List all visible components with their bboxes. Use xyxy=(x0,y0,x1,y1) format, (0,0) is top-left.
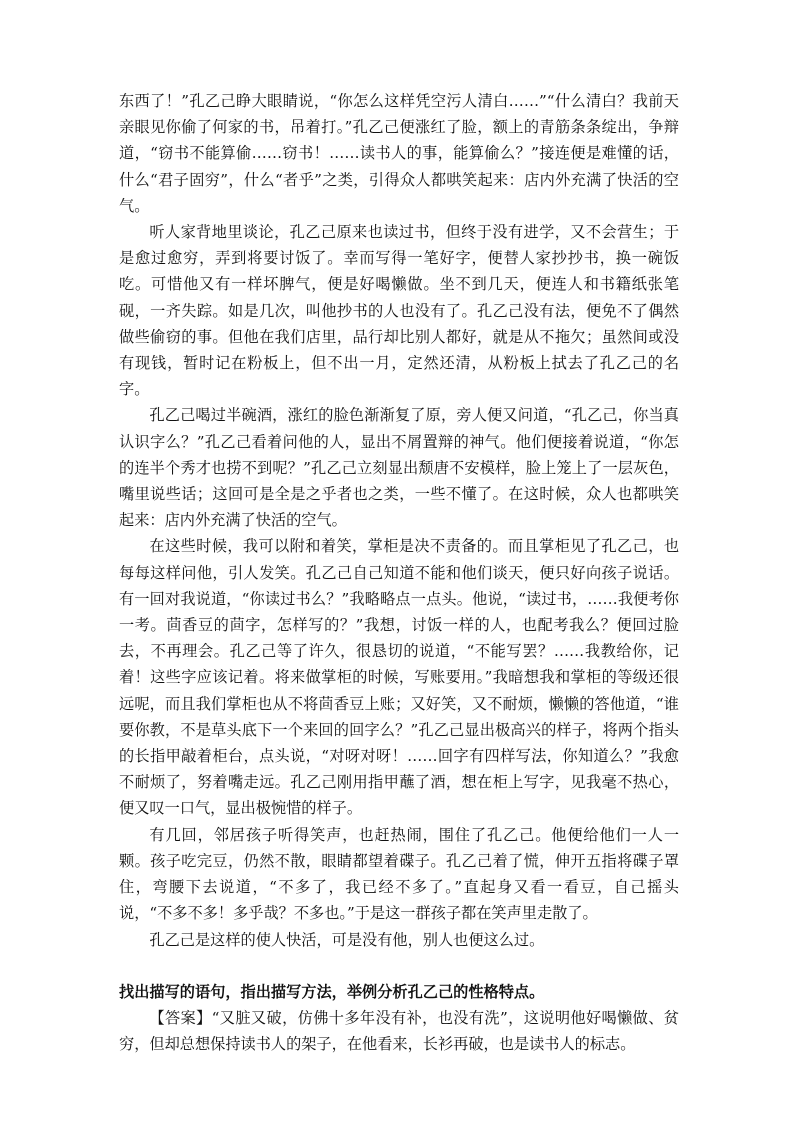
paragraph-2: 听人家背地里谈论，孔乙己原来也读过书，但终于没有进学，又不会营生；于是愈过愈穷，弄到将要讨饭了。幸而写得一笔好字，便替人家抄抄书，换一碗饭吃。可惜他又有一样坏脾气，便是好喝懒做。坐不到几天，便连人和书籍纸张笔砚，一齐失踪。如是几次，叫他抄书的人也没有了。孔乙己没有法，便免不了偶然做些偷窃的事。但他在我们店里，品行却比别人都好，就是从不拖欠；虽然间或没有现钱，暂时记在粉板上，但不出一月，定然还清，从粉板上拭去了孔乙己的名字。 xyxy=(119,223,679,399)
document-page xyxy=(119,88,679,1057)
paragraph-1: 东西了！”孔乙己睁大眼睛说，“你怎么这样凭空污人清白……”“什么清白？我前天亲眼见你偷了何家的书，吊着打。”孔乙己便涨红了脸，额上的青筋条条绽出，争辩道，“窃书不能算偷……窃书！……读书人的事，能算偷么？”接连便是难懂的话，什么“君子固穷”，什么“者乎”之类，引得众人都哄笑起来：店内外充满了快活的空气。 xyxy=(119,92,679,215)
section-spacer xyxy=(119,953,679,979)
answer-paragraph: 【答案】“又脏又破，仿佛十多年没有补，也没有洗”，这说明他好喝懒做、贫穷，但却总想保持读书人的架子，在他看来，长衫再破，也是读书人的标志。 xyxy=(119,1008,679,1054)
paragraph-4: 在这些时候，我可以附和着笑，掌柜是决不责备的。而且掌柜见了孔乙己，也每每这样问他，引人发笑。孔乙己自己知道不能和他们谈天，便只好向孩子说话。有一回对我说道，“你读过书么？”我略略点一点头。他说，“读过书，……我便考你一考。茴香豆的茴字，怎样写的？”我想，讨饭一样的人，也配考我么？便回过脸去，不再理会。孔乙己等了许久，很恳切的说道，“不能写罢？……我教给你，记着！这些字应该记着。将来做掌柜的时候，写账要用。”我暗想我和掌柜的等级还很远呢，而且我们掌柜也从不将茴香豆上账；又好笑，又不耐烦，懒懒的答他道，“谁要你教，不是草头底下一个来回的回字么？”孔乙己显出极高兴的样子，将两个指头的长指甲敲着柜台，点头说，“对呀对呀！……回字有四样写法，你知道么？”我愈不耐烦了，努着嘴走远。孔乙己刚用指甲蘸了酒，想在柜上写字，见我毫不热心，便又叹一口气，显出极惋惜的样子。 xyxy=(119,537,679,818)
paragraph-3: 孔乙己喝过半碗酒，涨红的脸色渐渐复了原，旁人便又问道，“孔乙己，你当真认识字么？”孔乙己看着问他的人，显出不屑置辩的神气。他们便接着说道，“你怎的连半个秀才也捞不到呢？”孔乙己立刻显出颓唐不安模样，脸上笼上了一层灰色，嘴里说些话；这回可是全是之乎者也之类，一些不懂了。在这时候，众人也都哄笑起来：店内外充满了快活的空气。 xyxy=(119,406,679,530)
paragraph-6: 孔乙己是这样的使人快活，可是没有他，别人也便这么过。 xyxy=(149,930,545,949)
question-heading: 找出描写的语句，指出描写方法，举例分析孔乙己的性格特点。 xyxy=(119,982,545,1001)
paragraph-5: 有几回，邻居孩子听得笑声，也赶热闹，围住了孔乙己。他便给他们一人一颗。孩子吃完豆，仍然不散，眼睛都望着碟子。孔乙己着了慌，伸开五指将碟子罩住，弯腰下去说道，“不多了，我已经不多了。”直起身又看一看豆，自己摇头说，“不多不多！多乎哉？不多也。”于是这一群孩子都在笑声里走散了。 xyxy=(119,825,679,923)
